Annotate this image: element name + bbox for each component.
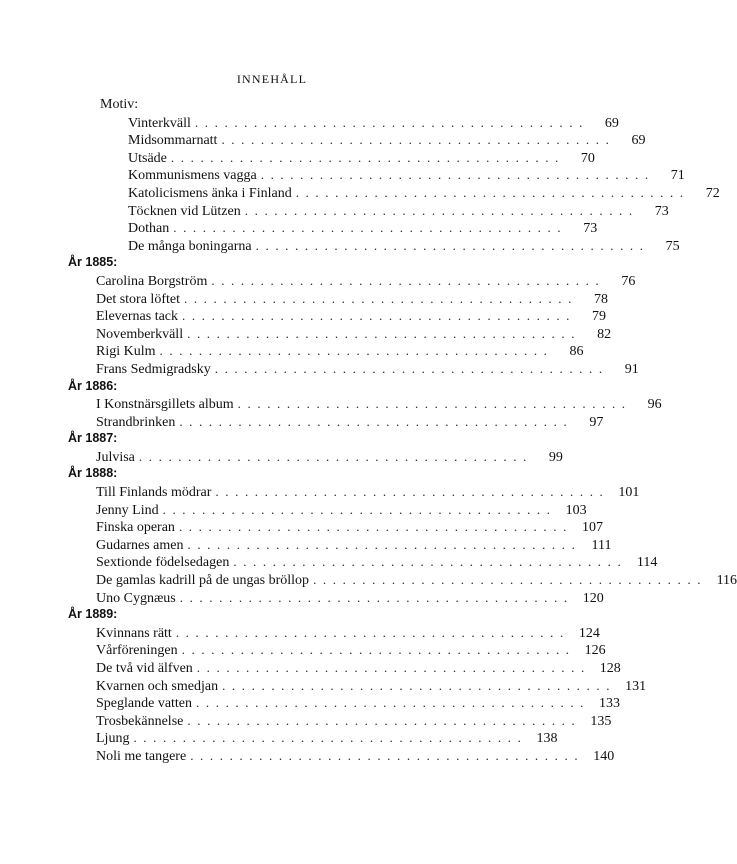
toc-entry [96, 448, 563, 466]
entry-page-number: 124 [578, 625, 600, 641]
dot-leader: ........................................ [187, 325, 582, 341]
toc-entry [128, 166, 685, 184]
dot-leader: ........................................ [221, 132, 616, 148]
dot-leader: ........................................ [215, 484, 610, 500]
entry-page-number: 69 [631, 133, 646, 149]
entry-page-number: 120 [582, 590, 604, 606]
toc-entry [128, 219, 598, 237]
entry-page-number: 140 [593, 748, 615, 764]
toc-entry [96, 518, 603, 536]
entry-page-number: 116 [716, 573, 737, 589]
toc-entry [96, 395, 662, 413]
dot-leader: ........................................ [178, 519, 573, 535]
entry-page-number: 78 [593, 291, 608, 307]
page-title: INNEHÅLL [236, 72, 308, 86]
toc-entry [96, 729, 558, 747]
dot-leader: ........................................ [173, 220, 568, 236]
dot-leader: ........................................ [138, 448, 533, 464]
toc-entry [96, 536, 612, 554]
entry-title: Elevernas tack [96, 309, 179, 325]
dot-leader: ........................................ [162, 501, 557, 517]
entry-title: Trosbekännelse [96, 713, 184, 729]
dot-leader: ........................................ [214, 360, 609, 376]
entry-title: Dothan [128, 221, 170, 237]
section-heading: År 1889: [68, 607, 118, 622]
toc-entry [96, 360, 639, 378]
dot-leader: ........................................ [159, 343, 554, 359]
entry-title: Jenny Lind [96, 502, 159, 518]
toc-entry [128, 131, 646, 149]
entry-page-number: 73 [583, 221, 598, 237]
entry-page-number: 128 [599, 661, 621, 676]
toc-entry [96, 553, 658, 571]
entry-title: Kommunismens vagga [128, 168, 257, 184]
toc-entry [96, 501, 587, 519]
entry-title: Rigi Kulm [96, 344, 156, 360]
entry-title: Julvisa [96, 449, 135, 465]
entry-title: Frans Sedmigradsky [96, 361, 211, 377]
entry-page-number: 101 [618, 485, 640, 501]
entry-title: Noli me tangere [96, 748, 187, 764]
entry-title: Utsäde [128, 150, 167, 166]
entry-page-number: 111 [591, 537, 612, 553]
entry-title: Midsommarnatt [128, 133, 218, 149]
toc-entry [96, 712, 612, 730]
entry-page-number: 107 [581, 520, 603, 536]
dot-leader: ........................................ [196, 695, 591, 711]
entry-page-number: 79 [592, 309, 607, 325]
entry-page-number: 70 [580, 150, 595, 166]
entry-page-number: 99 [548, 449, 563, 465]
dot-leader: ........................................ [244, 202, 639, 218]
entry-page-number: 75 [665, 238, 680, 254]
toc-entry [96, 624, 600, 642]
dot-leader: ........................................ [187, 712, 582, 728]
section-heading: Motiv: [100, 97, 139, 112]
toc-entry [96, 272, 636, 290]
entry-title: Katolicismens änka i Finland [128, 185, 292, 201]
entry-title: I Konstnärsgillets album [96, 397, 234, 413]
entry-page-number: 86 [569, 344, 584, 360]
entry-title: Carolina Borgström [96, 273, 208, 289]
dot-leader: ........................................ [175, 624, 570, 640]
entry-title: Kvarnen och smedjan [96, 678, 219, 694]
table-of-contents [0, 96, 737, 765]
section-heading: År 1888: [68, 466, 118, 481]
entry-page-number: 69 [604, 115, 619, 131]
entry-page-number: 71 [670, 168, 685, 184]
entry-page-number: 103 [565, 502, 587, 518]
entry-title: Till Finlands mödrar [96, 485, 212, 501]
toc-entry [128, 184, 720, 202]
dot-leader: ........................................ [179, 589, 574, 605]
dot-leader: ........................................ [295, 184, 690, 200]
entry-page-number: 91 [624, 361, 639, 377]
entry-page-number: 73 [654, 203, 669, 219]
dot-leader: ........................................ [133, 730, 528, 746]
entry-page-number: 76 [621, 273, 636, 289]
toc-entry [128, 202, 669, 220]
entry-title: Kvinnans rätt [96, 625, 172, 641]
entry-page-number: 97 [589, 414, 604, 430]
entry-title: De två vid älfven [96, 661, 193, 676]
dot-leader: ........................................ [187, 536, 582, 552]
dot-leader: ........................................ [233, 554, 628, 570]
toc-entry [128, 237, 680, 255]
section-heading: År 1887: [68, 431, 118, 446]
entry-page-number: 96 [647, 397, 662, 413]
dot-leader: ........................................ [196, 660, 591, 675]
toc-entry [128, 114, 619, 132]
toc-entry [96, 413, 604, 431]
dot-leader: ........................................ [182, 308, 577, 324]
entry-page-number: 114 [636, 555, 658, 571]
dot-leader: ........................................ [211, 272, 606, 288]
entry-page-number: 133 [599, 696, 621, 712]
entry-title: Det stora löftet [96, 291, 180, 307]
entry-title: Töcknen vid Lützen [128, 203, 241, 219]
dot-leader: ........................................ [179, 413, 574, 429]
section-heading: År 1886: [68, 378, 118, 393]
toc-entry [96, 694, 621, 712]
toc-entry [96, 290, 608, 308]
dot-leader: ........................................ [181, 642, 576, 658]
entry-title: Sextionde födelsedagen [96, 555, 230, 571]
entry-title: De gamlas kadrill på de ungas bröllop [96, 573, 310, 589]
entry-page-number: 82 [597, 326, 612, 342]
entry-page-number: 131 [625, 678, 647, 694]
dot-leader: ........................................ [260, 167, 655, 183]
dot-leader: ........................................ [183, 290, 578, 306]
entry-title: Vårföreningen [96, 643, 178, 659]
dot-leader: ........................................ [255, 237, 650, 253]
toc-entry [96, 641, 606, 659]
dot-leader: ........................................ [170, 149, 565, 165]
entry-title: Ljung [96, 731, 130, 747]
toc-entry [96, 589, 604, 607]
entry-title: Uno Cygnæus [96, 590, 176, 606]
toc-entry [96, 483, 640, 501]
entry-title: Gudarnes amen [96, 537, 184, 553]
toc-entry [96, 571, 737, 589]
toc-entry [128, 149, 595, 167]
section-heading: År 1885: [68, 255, 118, 270]
dot-leader: ........................................ [194, 114, 589, 130]
entry-page-number: 126 [584, 643, 606, 659]
entry-title: Novemberkväll [96, 326, 184, 342]
toc-entry [96, 659, 621, 677]
entry-page-number: 135 [590, 713, 612, 729]
dot-leader: ........................................ [237, 396, 632, 412]
toc-entry [96, 342, 584, 360]
entry-title: Strandbrinken [96, 414, 176, 430]
dot-leader: ........................................ [313, 572, 708, 588]
toc-entry [96, 677, 647, 695]
dot-leader: ........................................ [190, 747, 585, 763]
entry-title: De många boningarna [128, 238, 252, 254]
toc-entry [96, 307, 607, 325]
dot-leader: ........................................ [222, 677, 617, 693]
entry-title: Finska operan [96, 520, 175, 536]
toc-entry [96, 325, 612, 343]
entry-title: Speglande vatten [96, 696, 193, 712]
entry-page-number: 138 [536, 731, 558, 747]
entry-page-number: 72 [705, 185, 720, 201]
toc-entry [96, 747, 615, 765]
entry-title: Vinterkväll [128, 115, 191, 131]
